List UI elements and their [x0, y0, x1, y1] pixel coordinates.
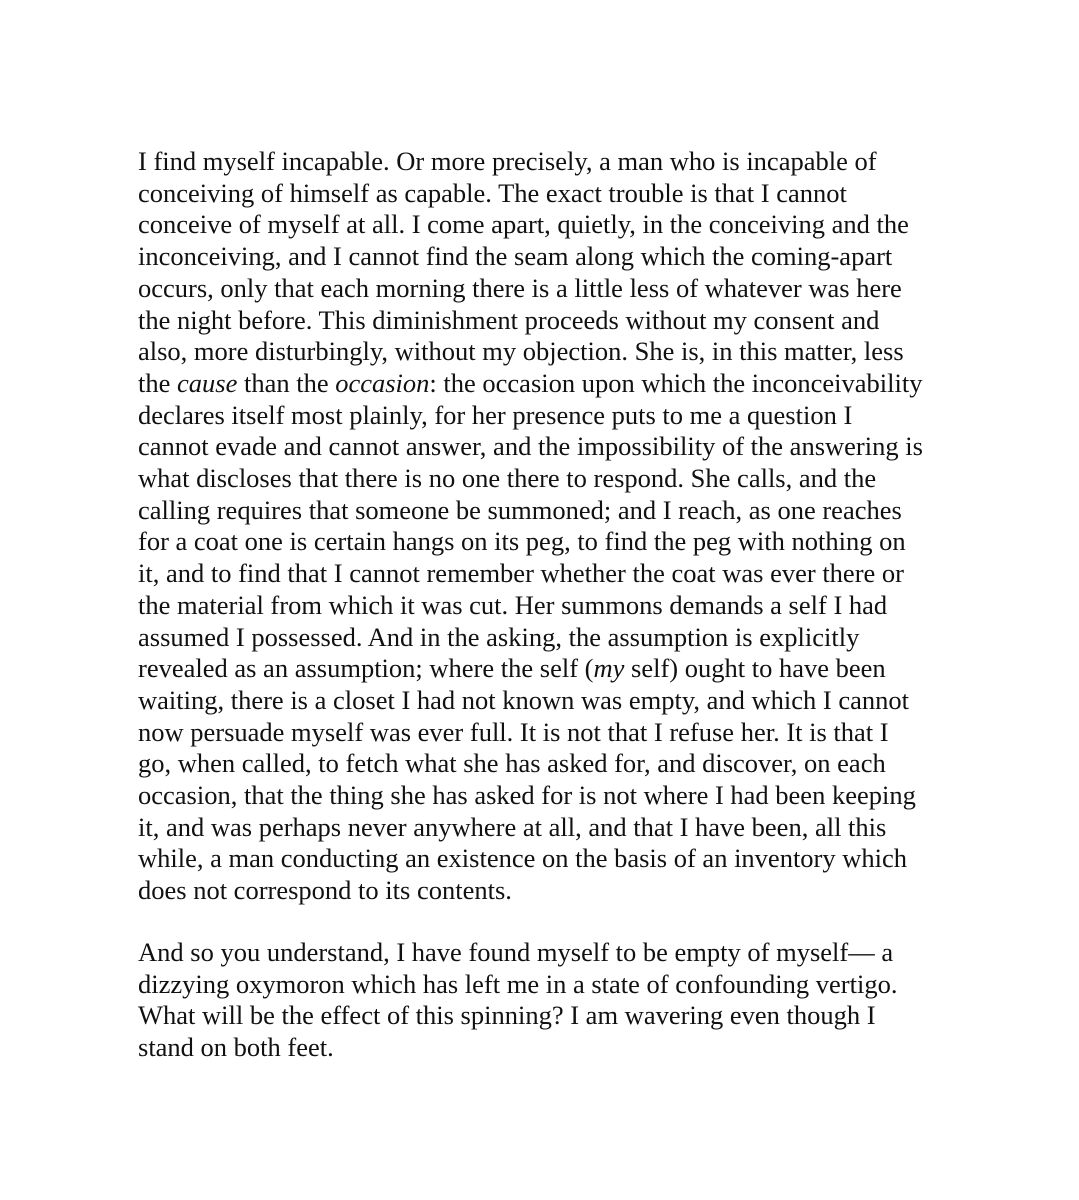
text-line [138, 843, 968, 875]
text-line [138, 685, 968, 717]
text-line [138, 431, 968, 463]
text-run: dizzying oxymoron which has left me in a state of confounding vertigo. [138, 968, 898, 999]
italic-text: my [593, 653, 625, 684]
text-line [138, 937, 968, 969]
text-line [138, 780, 968, 812]
text-line [138, 1000, 968, 1032]
text-line [138, 969, 968, 1001]
italic-text: cause [177, 367, 238, 398]
text-run: What will be the effect of this spinning? I am wavering even though I [138, 1000, 876, 1031]
text-run: self) ought to have been [624, 653, 886, 684]
text-run: inconceiving, and I cannot find the seam along which the coming-apart [138, 241, 893, 272]
text-run: the night before. This diminishment proceeds without my consent and [138, 304, 880, 335]
italic-text: occasion [335, 367, 430, 398]
text-run: conceive of myself at all. I come apart, quietly, in the conceiving and the [138, 209, 909, 240]
text-line [138, 812, 968, 844]
text-run: also, more disturbingly, without my objection. She is, in this matter, less [138, 336, 904, 367]
text-run: I find myself incapable. Or more precisely, a man who is incapable of [138, 146, 877, 176]
text-run: while, a man conducting an existence on the basis of an inventory which [138, 843, 908, 874]
text-run: the [138, 367, 177, 398]
text-run: assumed I possessed. And in the asking, the assumption is explicitly [138, 621, 860, 652]
text-run: cannot evade and cannot answer, and the impossibility of the answering is [138, 431, 923, 462]
text-line [138, 178, 968, 210]
text-line [138, 241, 968, 273]
text-line [138, 558, 968, 590]
text-run: conceiving of himself as capable. The exact trouble is that I cannot [138, 177, 847, 208]
text-line [138, 495, 968, 527]
text-line [138, 336, 968, 368]
text-run: the material from which it was cut. Her summons demands a self I had [138, 589, 888, 620]
text-run: it, and was perhaps never anywhere at all, and that I have been, all this [138, 811, 887, 842]
text-run: does not correspond to its contents. [138, 875, 512, 906]
text-run: stand on both feet. [138, 1031, 334, 1062]
text-line [138, 717, 968, 749]
text-run: now persuade myself was ever full. It is not that I refuse her. It is that I [138, 716, 889, 747]
text-run: occasion, that the thing she has asked for is not where I had been keeping [138, 780, 916, 811]
text-line [138, 273, 968, 305]
paragraph [138, 146, 968, 907]
text-run: what discloses that there is no one there to respond. She calls, and the [138, 463, 877, 494]
text-line [138, 875, 968, 907]
text-run: occurs, only that each morning there is a little less of whatever was here [138, 272, 902, 303]
text-line [138, 590, 968, 622]
text-line [138, 748, 968, 780]
text-line [138, 146, 968, 178]
text-run: waiting, there is a closet I had not known was empty, and which I cannot [138, 684, 909, 715]
text-run: calling requires that someone be summoned; and I reach, as one reaches [138, 494, 902, 525]
text-run: declares itself most plainly, for her presence puts to me a question I [138, 399, 853, 430]
text-line [138, 622, 968, 654]
body-text [138, 146, 968, 1064]
text-run: revealed as an assumption; where the self ( [138, 653, 594, 684]
text-line [138, 305, 968, 337]
text-line [138, 526, 968, 558]
text-line [138, 463, 968, 495]
text-line [138, 368, 968, 400]
text-run: go, when called, to fetch what she has asked for, and discover, on each [138, 748, 886, 779]
text-run: : the occasion upon which the inconceivability [429, 367, 923, 398]
text-line [138, 1032, 968, 1064]
text-line [138, 653, 968, 685]
text-line [138, 209, 968, 241]
paragraph [138, 937, 968, 1064]
text-run: And so you understand, I have found myself to be empty of myself— a [138, 936, 894, 967]
text-run: than the [237, 367, 336, 398]
text-line [138, 400, 968, 432]
text-run: for a coat one is certain hangs on its peg, to find the peg with nothing on [138, 526, 906, 557]
text-run: it, and to find that I cannot remember whether the coat was ever there or [138, 558, 904, 589]
